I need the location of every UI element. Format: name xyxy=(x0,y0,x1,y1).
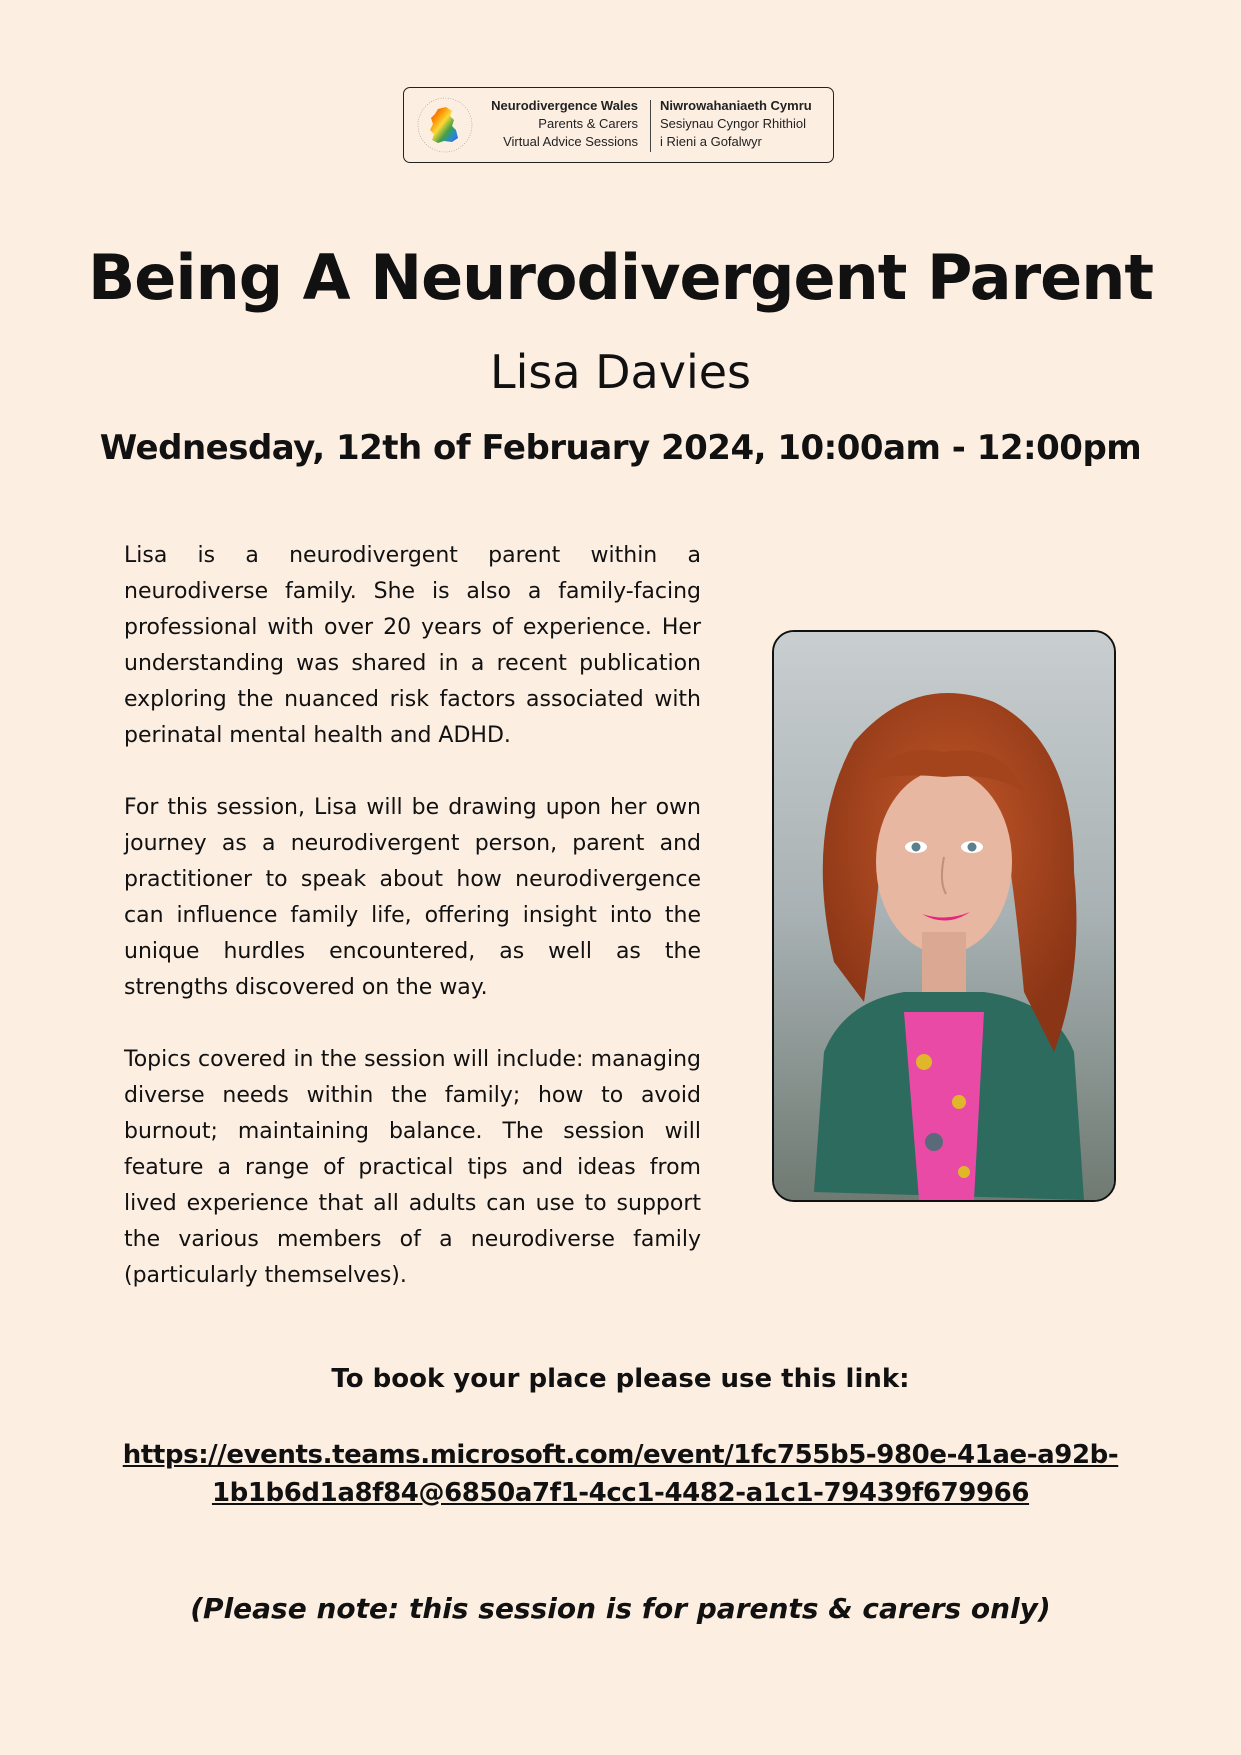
speaker-photo xyxy=(772,630,1116,1202)
bio-paragraph-1: Lisa is a neurodivergent parent within a neurodiverse family. She is also a family-facing professional with over 20 years of experience. Her understanding was shared in a recent publication exploring the nuanced risk factors associated with perinatal mental health and ADHD. xyxy=(124,543,701,748)
wales-rainbow-map-emblem-icon xyxy=(416,96,474,154)
bio-paragraph-3: Topics covered in the session will include: managing diverse needs within the family; how to avoid burnout; maintaining balance. The session will feature a range of practical tips and ideas from lived experience that all adults can use to support the various members of a neurodiverse family (particularly themselves). xyxy=(124,1047,701,1288)
event-datetime: Wednesday, 12th of February 2024, 10:00am - 12:00pm xyxy=(99,428,1142,468)
speaker-name: Lisa Davies xyxy=(489,345,752,399)
logo-cy-line1: Niwrowahaniaeth Cymru xyxy=(660,98,812,113)
logo-welsh-text xyxy=(660,97,812,151)
bio-paragraph-2: For this session, Lisa will be drawing upon her own journey as a neurodivergent person, parent and practitioner to speak about how neurodivergence can influence family life, offering insight into the unique hurdles encountered, as well as the strengths discovered on the way. xyxy=(124,795,701,1000)
speaker-portrait-illustration xyxy=(774,632,1114,1200)
logo-cy-line3: i Rieni a Gofalwyr xyxy=(660,134,762,149)
booking-link[interactable] xyxy=(120,1436,1121,1512)
logo-en-line1: Neurodivergence Wales xyxy=(491,98,638,113)
logo-en-line3: Virtual Advice Sessions xyxy=(503,134,638,149)
attendance-note: (Please note: this session is for parents & carers only) xyxy=(190,1592,1051,1625)
booking-link-line2[interactable]: 1b1b6d1a8f84@6850a7f1-4cc1-4482-a1c1-79439f679966 xyxy=(211,1478,1030,1508)
speaker-bio xyxy=(124,538,701,1330)
page-title: Being A Neurodivergent Parent xyxy=(88,241,1153,314)
logo-en-line2: Parents & Carers xyxy=(538,116,638,131)
logo-divider xyxy=(650,100,651,152)
booking-instructions: To book your place please use this link: xyxy=(331,1364,910,1394)
logo-cy-line2: Sesiynau Cyngor Rhithiol xyxy=(660,116,806,131)
booking-link-line1[interactable]: https://events.teams.microsoft.com/event/1fc755b5-980e-41ae-a92b- xyxy=(122,1440,1119,1470)
organisation-logo xyxy=(403,87,834,163)
logo-english-text xyxy=(491,97,638,151)
